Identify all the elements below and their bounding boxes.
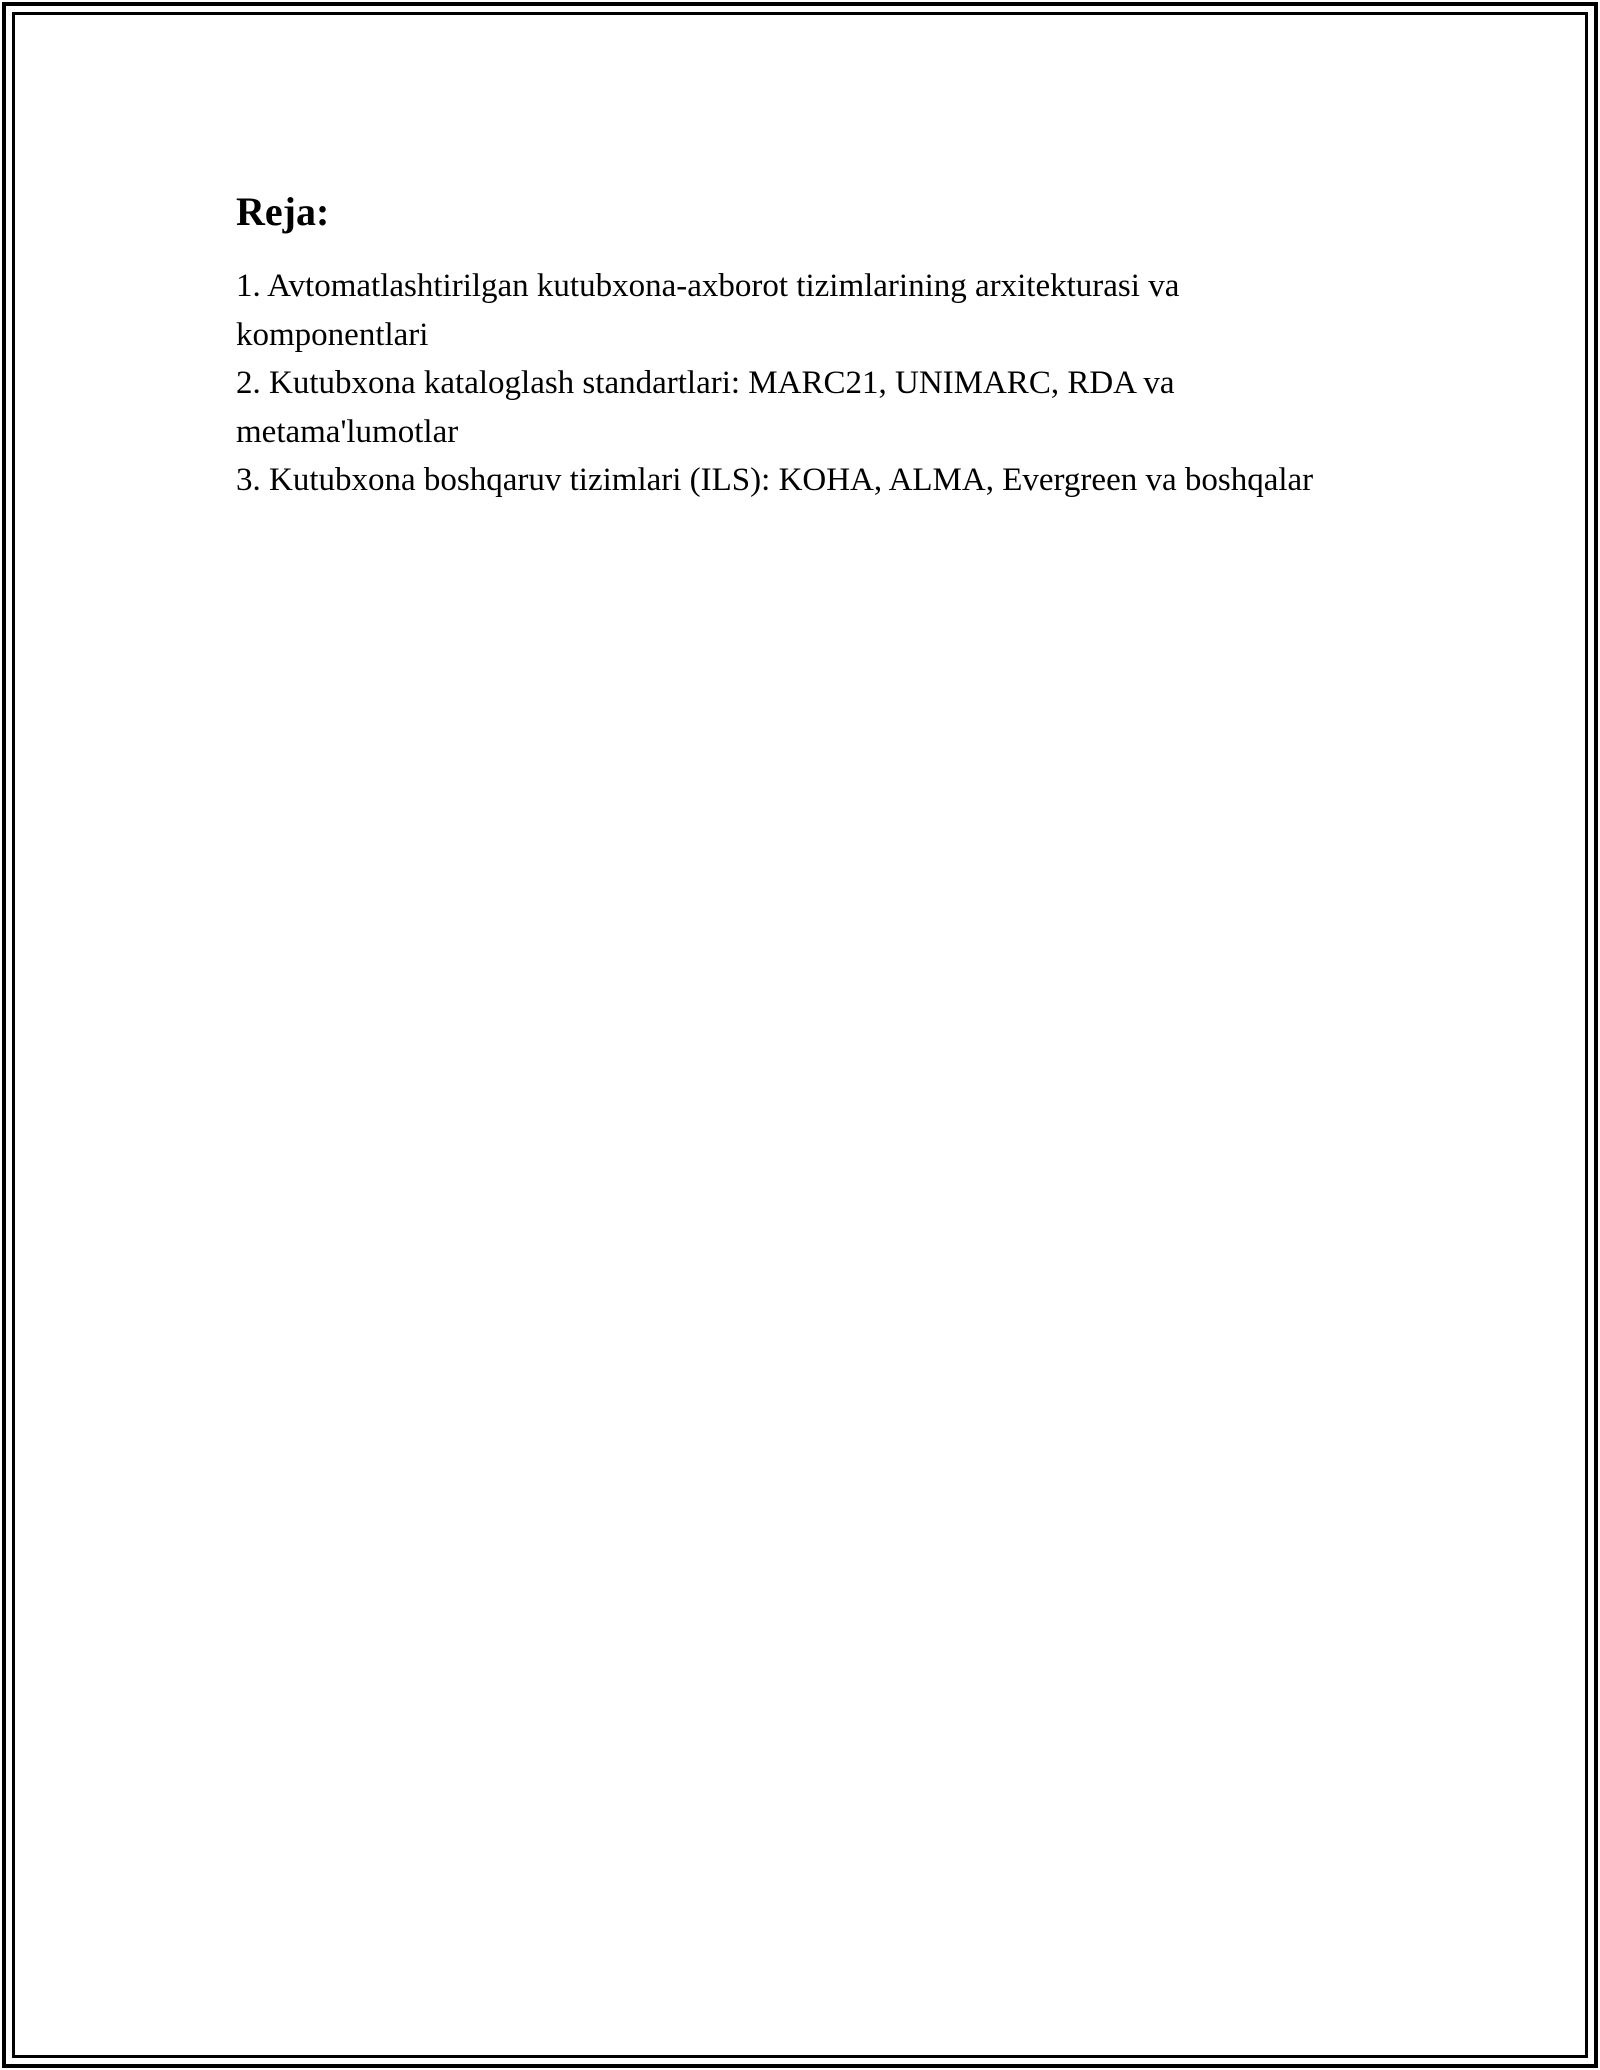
plan-item-3: 3. Kutubxona boshqaruv tizimlari (ILS): KOHA, ALMA, Evergreen va boshqalar [236, 462, 1314, 498]
plan-item-1: 1. Avtomatlashtirilgan kutubxona-axborot tizimlarining arxitekturasi va komponentlari [236, 268, 1180, 353]
plan-heading: Reja: [236, 189, 330, 234]
plan-list [236, 262, 1356, 505]
plan-item-2: 2. Kutubxona kataloglash standartlari: MARC21, UNIMARC, RDA va metama'lumotlar [236, 365, 1175, 450]
page-content [236, 184, 1356, 505]
